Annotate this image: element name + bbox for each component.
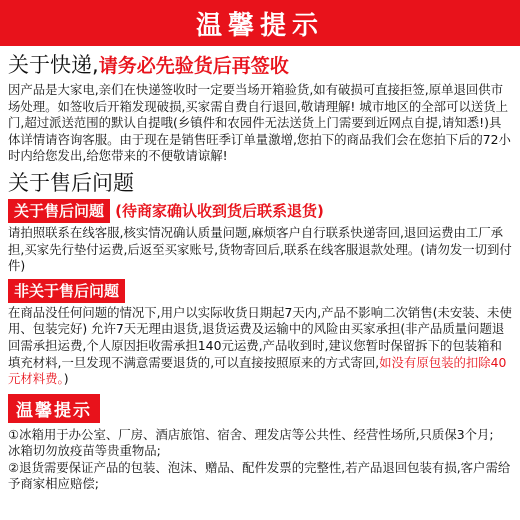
after-sales-heading: 关于售后问题 (8, 170, 134, 195)
non-after-sales-tag-row (8, 279, 512, 303)
tip-item-2: ②退货需要保证产品的包装、泡沫、赠品、配件发票的完整性,若产品退回包装有损,客户需给予商家相应赔偿; (8, 459, 511, 491)
return-policy-text: 在商品没任何问题的情况下,用户以实际收货日期起7天内,产品不影响二次销售(未安装、未使用、包装完好) 允许7天无理由退货,退货运费及运输中的风险由买家承担(非产品质量问题退回需承担运费,个人原因拒收需承担140元运费,产品收到时,建议您暂时保留拆下的包装箱和填充材料,一旦发现不满意需要退货的,可以直接按照原来的方式寄回, (8, 304, 512, 370)
express-heading-row (8, 52, 512, 80)
material-fee-note: 如没有原包装的扣除40元材料费。 (8, 354, 507, 387)
tips-list (8, 427, 512, 493)
after-sales-tag-note: (待商家确认收到货后联系退货) (115, 201, 324, 220)
express-warning: 请务必先验货后再签收 (98, 55, 289, 77)
express-heading: 关于快递, (8, 53, 99, 77)
after-sales-tag-row (8, 199, 512, 223)
tips-title: 温馨提示 (8, 394, 100, 423)
return-policy-end: ) (63, 371, 69, 387)
after-sales-tag: 关于售后问题 (8, 199, 110, 223)
tip-item-1: ①冰箱用于办公室、厂房、酒店旅馆、宿舍、理发店等公共性、经营性场所,只质保3个月; (8, 426, 494, 442)
notice-content (0, 52, 520, 492)
express-body: 因产品是大家电,亲们在快递签收时一定要当场开箱验货,如有破损可直接拒签,原单退回供市场处理。如签收后开箱发现破损,买家需自费自行退回,敬请理解! 城市地区的全部可以送货上门,超过派送范围的默认自提哦(乡镇件和农园件无法送货上门需要到近网点自提,请知悉!)具体详情请咨询客服。由于现在是销售旺季订单量激增,您拍下的商品我们会在您拍下后的72小时内给您发出,给您带来的不便敬请谅解! (8, 82, 511, 164)
non-after-sales-body (8, 305, 512, 388)
non-after-sales-tag: 非关于售后问题 (8, 279, 125, 303)
tip-item-1b: 冰箱切勿放疫苗等贵重物品; (8, 443, 161, 459)
banner-title: 温馨提示 (0, 0, 520, 46)
after-sales-body: 请拍照联系在线客服,核实情况确认质量问题,麻烦客户自行联系快递寄回,退回运费由工厂承担,买家先行垫付运费,后返至买家账号,货物寄回后,联系在线客服退款处理。(请勿发一切到付件) (8, 224, 512, 274)
